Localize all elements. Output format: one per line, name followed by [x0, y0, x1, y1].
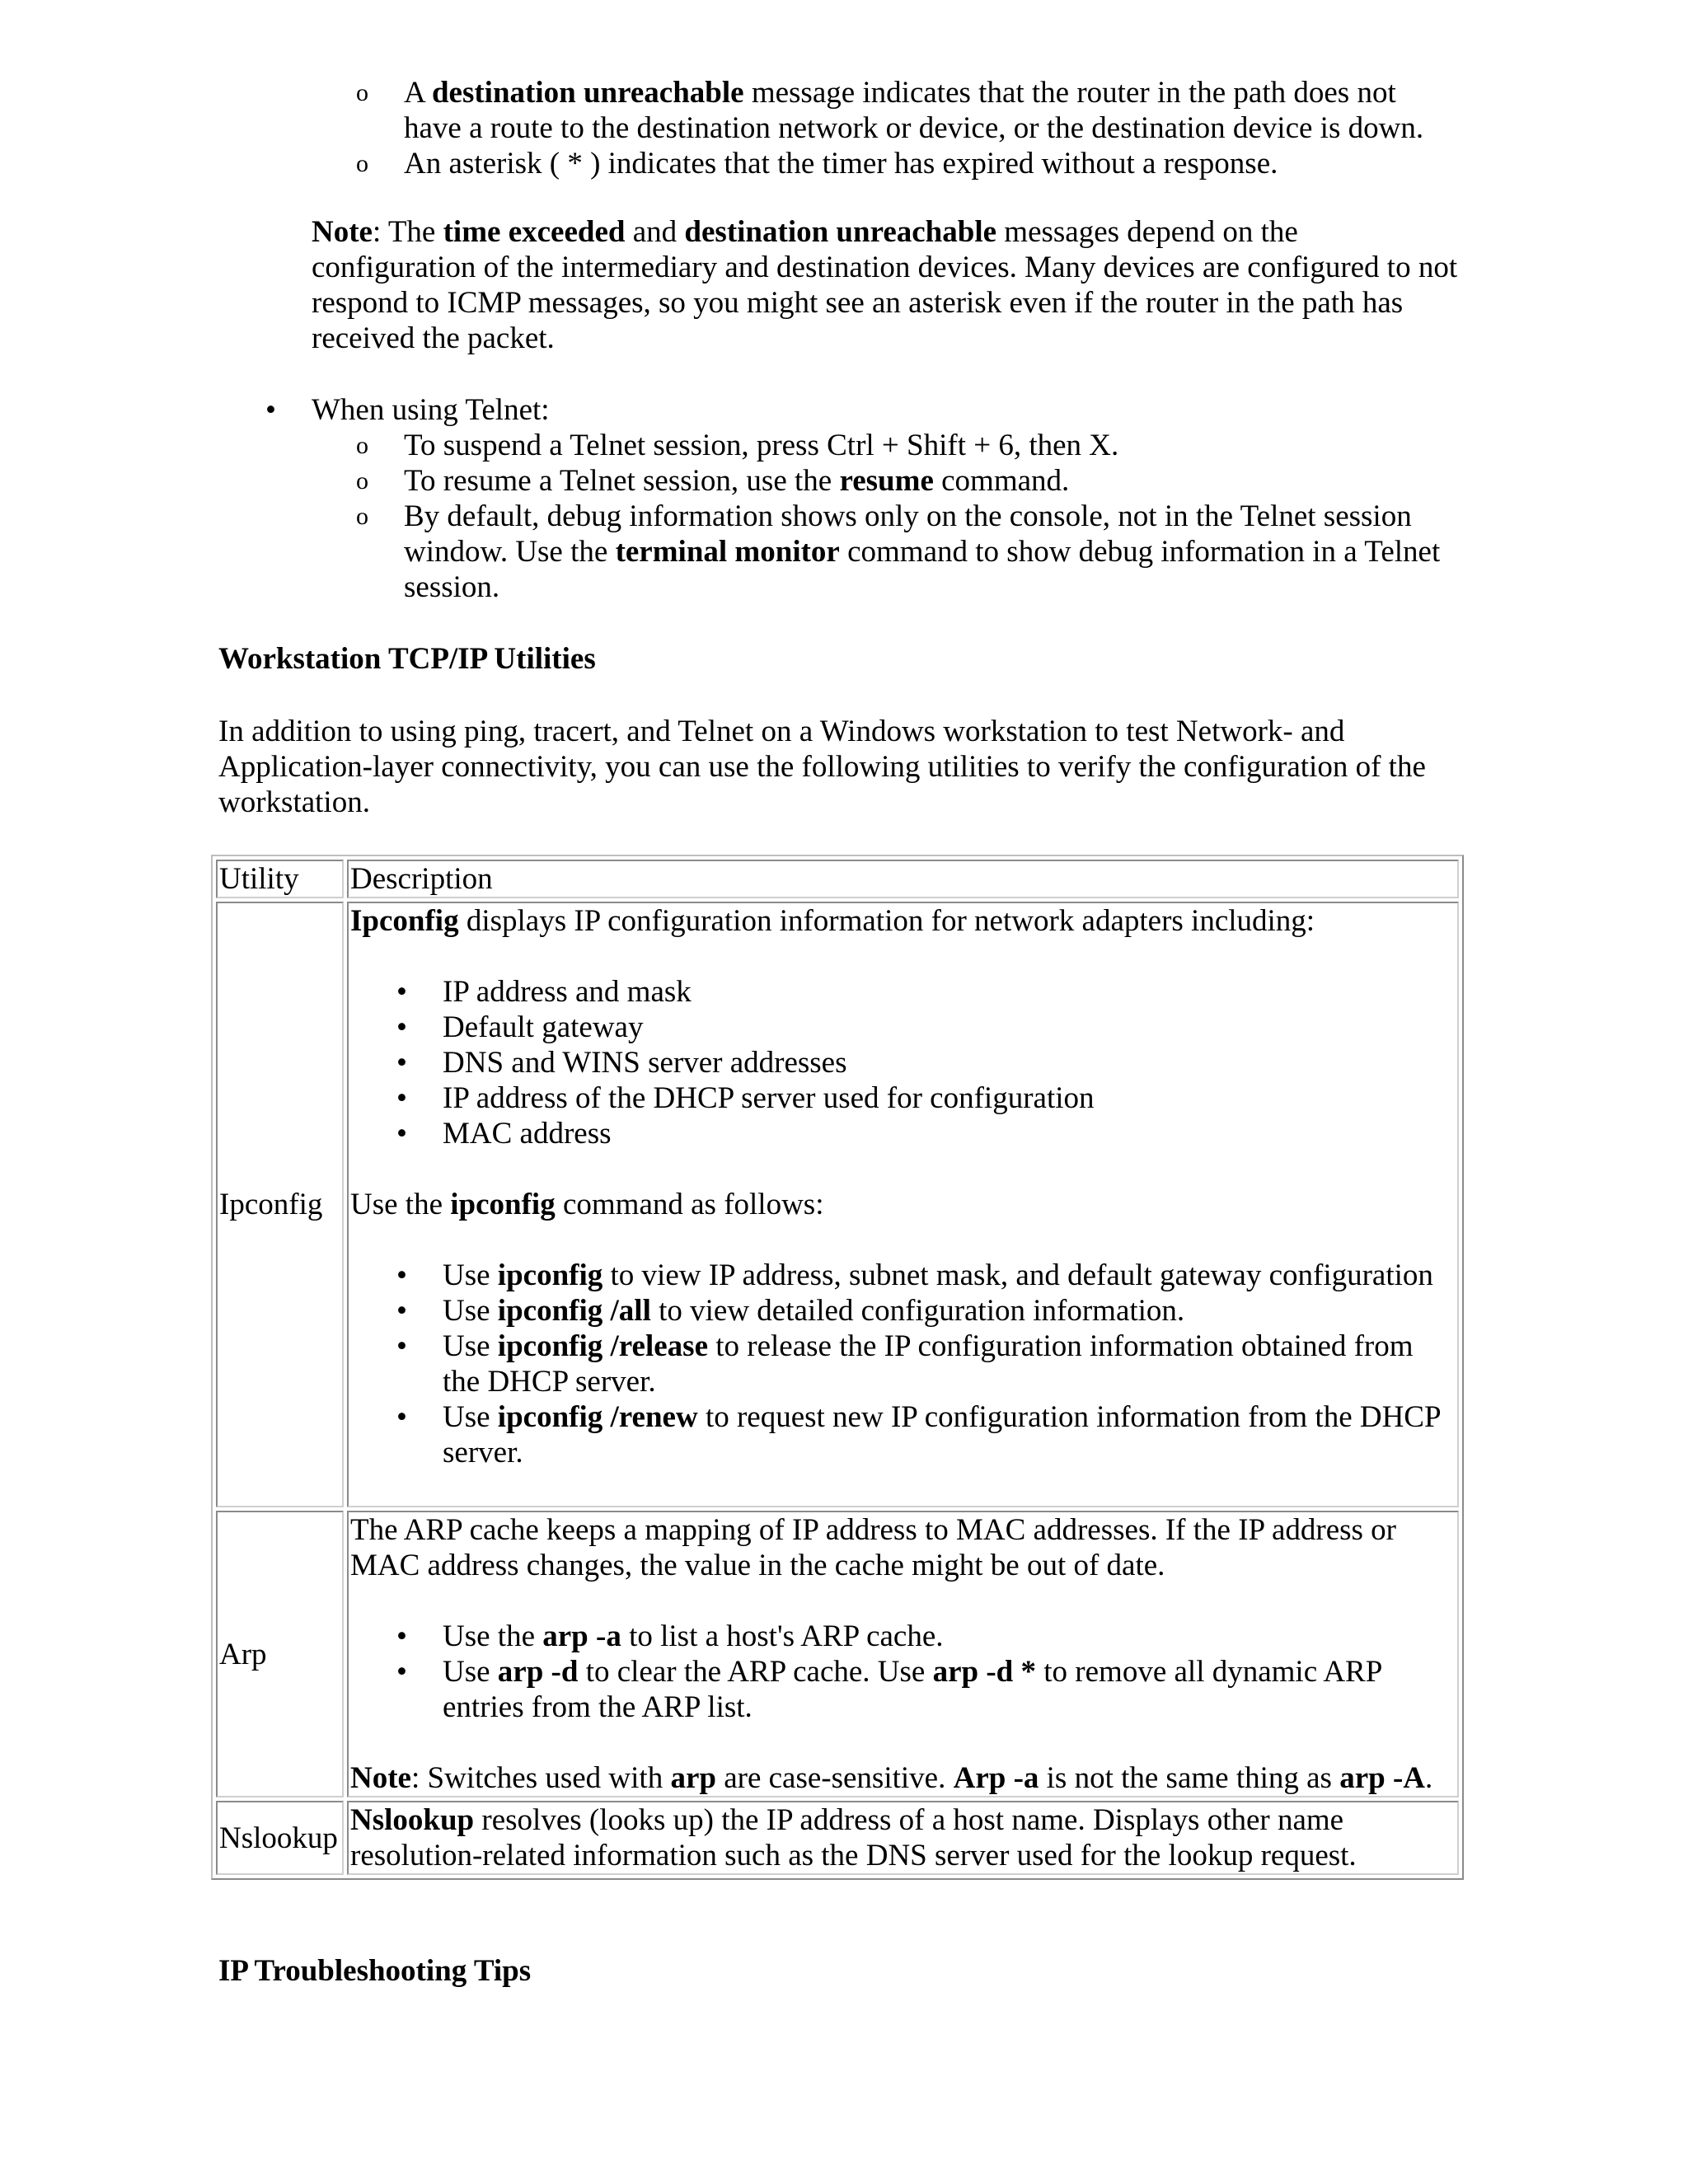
telnet-bullet: • When using Telnet: — [312, 392, 1465, 428]
ipconfig-intro: Ipconfig displays IP configuration information for network adapters including: — [350, 904, 1315, 938]
table-header-row — [216, 860, 1459, 898]
list-item: • Use ipconfig /renew to request new IP configuration information from the DHCP server. — [350, 1399, 1455, 1470]
utility-description-cell — [347, 1511, 1459, 1797]
list-item: o By default, debug information shows only on the console, not in the Telnet session window. Use the terminal monitor command to show debug information in a Telnet session. — [404, 499, 1459, 605]
list-item: • Use ipconfig /all to view detailed configuration information. — [350, 1293, 1455, 1329]
nslookup-description: Nslookup resolves (looks up) the IP address of a host name. Displays other name resolution-related information such as the DNS server used for the lookup request. — [350, 1803, 1357, 1872]
ipconfig-usage-intro: Use the ipconfig command as follows: — [350, 1188, 824, 1221]
intro-paragraph: In addition to using ping, tracert, and Telnet on a Windows workstation to test Network- and Application-layer connectivity, you can use the following utilities to verify the configuration of the workstation. — [218, 715, 1426, 819]
note-paragraph: Note: The time exceeded and destination unreachable messages depend on the configuration of the intermediary and destination devices. Many devices are configured to not respond to ICMP messages, so you might see an asterisk even if the router in the path has received the packet. — [312, 215, 1458, 355]
list-item: • IP address and mask — [350, 974, 1455, 1010]
table-header-cell: Utility — [216, 860, 344, 898]
arp-note: Note: Switches used with arp are case-sensitive. Arp -a is not the same thing as arp -A. — [350, 1761, 1433, 1795]
list-item: • Use ipconfig to view IP address, subnet mask, and default gateway configuration — [350, 1258, 1455, 1293]
utility-name-cell: Ipconfig — [216, 902, 344, 1507]
list-item: o To suspend a Telnet session, press Ctrl + Shift + 6, then X. — [404, 428, 1459, 463]
section-heading: Workstation TCP/IP Utilities — [218, 642, 596, 676]
list-item: • MAC address — [350, 1116, 1455, 1151]
table-row — [216, 1801, 1459, 1875]
list-item: • Default gateway — [350, 1010, 1455, 1045]
utility-name-cell: Arp — [216, 1511, 344, 1797]
list-item: o A destination unreachable message indicates that the router in the path does not have a route to the destination network or device, or the destination device is down. — [404, 75, 1459, 146]
utility-description-cell — [347, 1801, 1459, 1875]
list-item: • Use the arp -a to list a host's ARP cache. — [350, 1619, 1455, 1654]
utility-name-cell: Nslookup — [216, 1801, 344, 1875]
list-item: o To resume a Telnet session, use the resume command. — [404, 463, 1459, 499]
arp-usage-list — [350, 1619, 1455, 1725]
table-row — [216, 1511, 1459, 1797]
ipconfig-info-list — [350, 974, 1455, 1151]
ipconfig-usage-list — [350, 1258, 1455, 1470]
traceroute-sub-list — [404, 75, 1459, 181]
list-item: • IP address of the DHCP server used for configuration — [350, 1080, 1455, 1116]
section-heading: IP Troubleshooting Tips — [218, 1954, 532, 1988]
utilities-table — [211, 855, 1464, 1880]
telnet-sub-list — [404, 428, 1459, 605]
arp-intro: The ARP cache keeps a mapping of IP address to MAC addresses. If the IP address or MAC address changes, the value in the cache might be out of date. — [350, 1513, 1397, 1582]
table-row — [216, 902, 1459, 1507]
utility-description-cell — [347, 902, 1459, 1507]
list-item: o An asterisk ( * ) indicates that the timer has expired without a response. — [404, 146, 1459, 181]
list-item: • Use ipconfig /release to release the IP configuration information obtained from the DHCP server. — [350, 1329, 1455, 1399]
table-header-cell: Description — [347, 860, 1459, 898]
list-item: • Use arp -d to clear the ARP cache. Use arp -d * to remove all dynamic ARP entries from the ARP list. — [350, 1654, 1455, 1725]
list-item: • DNS and WINS server addresses — [350, 1045, 1455, 1080]
